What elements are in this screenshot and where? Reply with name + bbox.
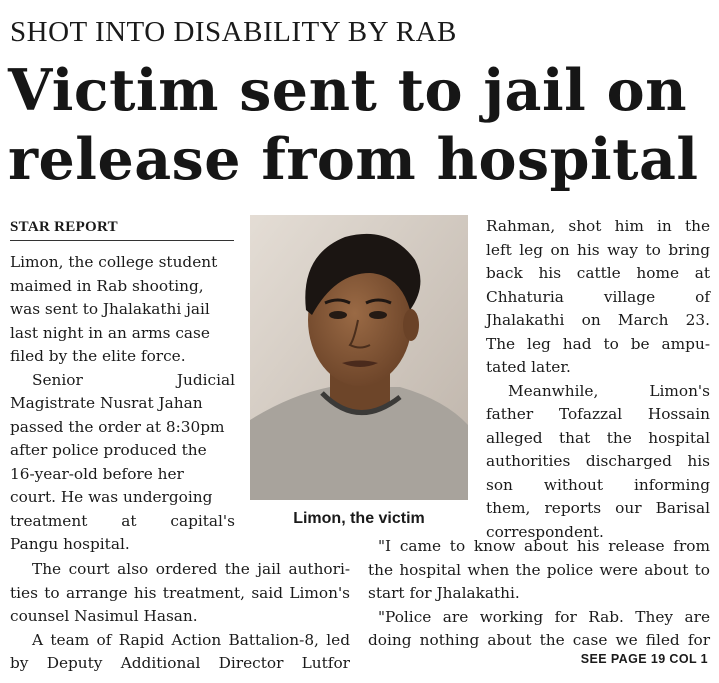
text-line: Senior Judicial bbox=[32, 370, 235, 389]
text-line: after police produced the bbox=[10, 441, 207, 459]
text-line: filed by the elite force. bbox=[10, 347, 186, 365]
text-line: The court also ordered the jail authori- bbox=[32, 560, 350, 578]
text-line: passed the order at 8:30pm bbox=[10, 417, 225, 436]
text-line: doing nothing about the case we filed for bbox=[368, 631, 710, 649]
text-line: Chhaturia village of bbox=[486, 287, 710, 306]
text-line: Magistrate Nusrat Jahan bbox=[10, 394, 203, 412]
text-line: "I came to know about his release from bbox=[378, 537, 710, 555]
text-line: them, reports our Barisal bbox=[486, 499, 710, 517]
text-line: Meanwhile, Limon's bbox=[508, 381, 710, 400]
photo-caption: Limon, the victim bbox=[293, 510, 425, 527]
text-line: back his cattle home at bbox=[486, 264, 710, 282]
text-line: "Police are working for Rab. They are bbox=[378, 607, 710, 626]
text-line: counsel Nasimul Hasan. bbox=[10, 607, 198, 625]
text-line: A team of Rapid Action Battalion-8, led bbox=[32, 630, 350, 649]
text-line: ties to arrange his treatment, said Limon's bbox=[10, 583, 350, 602]
byline: STAR REPORT bbox=[10, 219, 118, 235]
text-line: court. He was undergoing bbox=[10, 488, 213, 506]
byline-rule bbox=[10, 240, 234, 241]
text-line: The leg had to be ampu- bbox=[486, 334, 710, 353]
text-line: Limon, the college student bbox=[10, 253, 218, 271]
text-line: son without informing bbox=[486, 475, 710, 494]
text-line: Rahman, shot him in the bbox=[486, 217, 710, 235]
column-bottom-right bbox=[368, 535, 710, 653]
text-line: 16-year-old before her bbox=[10, 464, 184, 483]
text-line: alleged that the hospital bbox=[486, 428, 710, 447]
headline-line-2: release from hospital bbox=[8, 126, 699, 193]
victim-photo bbox=[250, 215, 468, 500]
text-line: last night in an arms case bbox=[10, 323, 210, 342]
text-line: was sent to Jhalakathi jail bbox=[10, 300, 210, 318]
text-line: tated later. bbox=[486, 358, 571, 376]
text-line: start for Jhalakathi. bbox=[368, 584, 520, 602]
text-line: by Deputy Additional Director Lutfor bbox=[10, 654, 350, 672]
text-line: correspondent. bbox=[486, 522, 604, 541]
text-line: Pangu hospital. bbox=[10, 535, 130, 553]
text-line: maimed in Rab shooting, bbox=[10, 276, 204, 295]
column-1 bbox=[10, 251, 235, 557]
column-right bbox=[486, 215, 710, 544]
text-line: treatment at capital's bbox=[10, 511, 235, 530]
text-line: Jhalakathi on March 23. bbox=[486, 311, 710, 329]
kicker: SHOT INTO DISABILITY BY RAB bbox=[10, 16, 457, 48]
headline-line-1: Victim sent to jail on bbox=[8, 57, 688, 124]
text-line: father Tofazzal Hossain bbox=[486, 405, 710, 423]
text-line: the hospital when the police were about to bbox=[368, 560, 710, 579]
text-line: authorities discharged his bbox=[486, 452, 710, 470]
column-bottom-left bbox=[10, 558, 350, 676]
headline bbox=[8, 56, 713, 194]
text-line: left leg on his way to bring bbox=[486, 240, 710, 259]
continuation-note: SEE PAGE 19 COL 1 bbox=[580, 652, 708, 666]
